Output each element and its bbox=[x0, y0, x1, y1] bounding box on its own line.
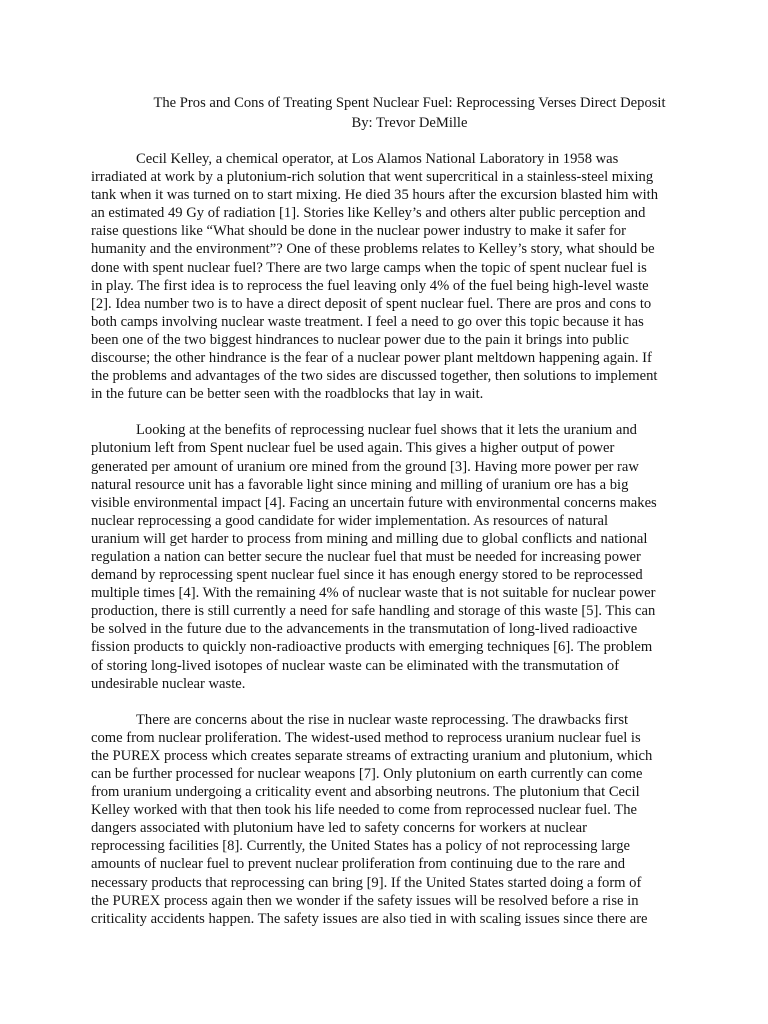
paragraph-line: generated per amount of uranium ore mined from the ground [3]. Having more power per raw bbox=[91, 458, 639, 475]
document-byline: By: Trevor DeMille bbox=[351, 115, 468, 131]
paragraph-line: humanity and the environment”? One of these problems relates to Kelley’s story, what should be bbox=[91, 241, 655, 258]
paragraph-3 bbox=[91, 711, 682, 928]
paragraph-line: of storing long-lived isotopes of nuclear waste can be eliminated with the transmutation of bbox=[91, 657, 620, 674]
paragraph-line: be solved in the future due to the advancements in the transmutation of long-lived radioactive bbox=[91, 621, 638, 638]
paragraph-line: the problems and advantages of the two sides are discussed together, then solutions to implement bbox=[91, 368, 658, 385]
paragraph-line: discourse; the other hindrance is the fear of a nuclear power plant meltdown happening again. If bbox=[91, 350, 652, 367]
paragraph-line: undesirable nuclear waste. bbox=[91, 675, 246, 692]
paragraph-line: done with spent nuclear fuel? There are two large camps when the topic of spent nuclear fuel is bbox=[91, 259, 647, 276]
paragraph-line: production, there is still currently a need for safe handling and storage of this waste [5]. This can bbox=[91, 603, 656, 620]
paragraph-line: been one of the two biggest hindrances to nuclear power due to the pain it brings into public bbox=[91, 331, 629, 348]
paragraph-line: can be further processed for nuclear weapons [7]. Only plutonium on earth currently can come bbox=[91, 766, 643, 782]
paragraph-line: Kelley worked with that then took his life needed to come from reprocessed nuclear fuel. The bbox=[91, 802, 637, 819]
paragraph-line: Looking at the benefits of reprocessing nuclear fuel shows that it lets the uranium and bbox=[136, 422, 637, 439]
paragraph-1 bbox=[91, 150, 682, 403]
paragraph-line: the PUREX process again then we wonder if the safety issues will be resolved before a rise in bbox=[91, 892, 639, 909]
paragraph-line: demand by reprocessing spent nuclear fuel since it has enough energy stored to be reprocessed bbox=[91, 567, 643, 584]
paragraph-line: the PUREX process which creates separate streams of extracting uranium and plutonium, which bbox=[91, 747, 653, 764]
paragraph-line: uranium will get harder to process from mining and milling due to global conflicts and national bbox=[91, 530, 648, 547]
paragraph-line: irradiated at work by a plutonium-rich solution that went supercritical in a stainless-steel mixing bbox=[91, 169, 654, 186]
paragraph-line: natural resource unit has a favorable light since mining and milling of uranium ore has a big bbox=[91, 476, 629, 493]
paragraph-line: There are concerns about the rise in nuclear waste reprocessing. The drawbacks first bbox=[136, 711, 629, 728]
paragraph-line: amounts of nuclear fuel to prevent nuclear proliferation from continuing due to the rare and bbox=[91, 856, 626, 873]
paragraph-line: in the future can be better seen with the roadblocks that lay in wait. bbox=[91, 386, 484, 403]
paragraph-line: in play. The first idea is to reprocess the fuel leaving only 4% of the fuel being high-level waste bbox=[91, 277, 649, 294]
paragraph-line: dangers associated with plutonium have led to safety concerns for workers at nuclear bbox=[91, 820, 588, 837]
title-block bbox=[137, 93, 682, 133]
paragraph-2 bbox=[91, 421, 682, 692]
paragraph-line: nuclear reprocessing a good candidate for wider implementation. As resources of natural bbox=[91, 512, 609, 529]
paragraph-line: plutonium left from Spent nuclear fuel be used again. This gives a higher output of power bbox=[91, 440, 615, 457]
paragraph-line: both camps involving nuclear waste treatment. I feel a need to go over this topic because it has bbox=[91, 313, 644, 330]
paragraph-line: [2]. Idea number two is to have a direct deposit of spent nuclear fuel. There are pros and cons to bbox=[91, 295, 652, 312]
paragraph-line: reprocessing facilities [8]. Currently, the United States has a policy of not reprocessing large bbox=[91, 838, 630, 855]
paragraph-line: regulation a nation can better secure the nuclear fuel that must be needed for increasing power bbox=[91, 548, 641, 565]
paragraph-line: fission products to quickly non-radioactive products with emerging techniques [6]. The problem bbox=[91, 639, 653, 656]
paragraph-line: visible environmental impact [4]. Facing an uncertain future with environmental concerns makes bbox=[91, 494, 657, 511]
paragraph-line: an estimated 49 Gy of radiation [1]. Stories like Kelley’s and others alter public perception and bbox=[91, 205, 646, 222]
paragraph-line: from uranium undergoing a criticality event and absorbing neutrons. The plutonium that Cecil bbox=[91, 784, 640, 801]
paragraph-line: come from nuclear proliferation. The widest-used method to reprocess uranium nuclear fuel is bbox=[91, 729, 641, 746]
paragraph-line: multiple times [4]. With the remaining 4% of nuclear waste that is not suitable for nuclear power bbox=[91, 585, 656, 602]
paragraph-line: criticality accidents happen. The safety issues are also tied in with scaling issues since there are bbox=[91, 910, 648, 927]
paragraph-line: raise questions like “What should be done in the nuclear power industry to make it safer for bbox=[91, 223, 626, 240]
document-title: The Pros and Cons of Treating Spent Nuclear Fuel: Reprocessing Verses Direct Deposit bbox=[153, 95, 666, 111]
paragraph-line: Cecil Kelley, a chemical operator, at Los Alamos National Laboratory in 1958 was bbox=[136, 151, 619, 167]
paragraph-line: necessary products that reprocessing can bring [9]. If the United States started doing a form of bbox=[91, 874, 642, 891]
paragraph-line: tank when it was turned on to start mixing. He died 35 hours after the excursion blasted him with bbox=[91, 187, 659, 204]
